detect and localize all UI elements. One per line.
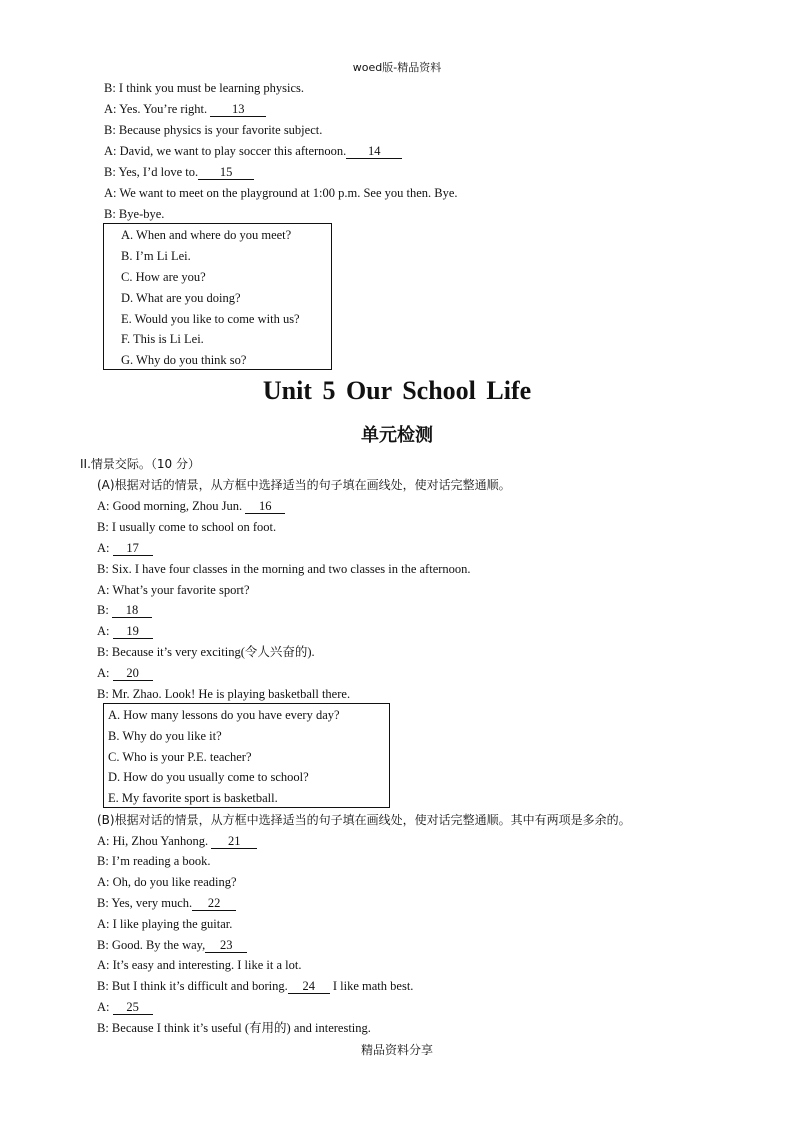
answer-blank[interactable]: 14 [346, 145, 402, 159]
dialog-line [104, 164, 254, 180]
line-text: B: [97, 603, 112, 617]
line-text: A: [97, 541, 113, 555]
option-item: G. Why do you think so? [121, 353, 247, 367]
answer-blank[interactable]: 23 [205, 939, 247, 953]
answer-blank[interactable]: 22 [192, 897, 236, 911]
dialog-line [97, 895, 236, 911]
answer-blank[interactable]: 15 [198, 166, 254, 180]
line-text: A: [97, 666, 113, 680]
part-a-options-box [103, 703, 390, 808]
option-item: E. My favorite sport is basketball. [108, 791, 278, 805]
dialog-line [97, 999, 153, 1015]
dialog-line [97, 916, 232, 932]
dialog-line [97, 582, 250, 598]
option-item: A. When and where do you meet? [121, 228, 292, 242]
answer-blank[interactable]: 13 [210, 103, 266, 117]
dialog-line [97, 602, 152, 618]
line-text: A: [97, 1000, 113, 1014]
line-text: B: Yes, I’d love to. [104, 165, 199, 179]
dialog-line [97, 978, 413, 994]
part-a-instruction: (A)根据对话的情景，从方框中选择适当的句子填在画线处，使对话完整通顺。 [97, 478, 511, 492]
line-text: A: David, we want to play soccer this afternoon. [104, 144, 347, 158]
line-text: B: I’m reading a book. [97, 854, 211, 868]
option-item: B. Why do you like it? [108, 729, 222, 743]
option-item: A. How many lessons do you have every day? [108, 708, 340, 722]
dialog-line [104, 185, 458, 201]
option-item: C. Who is your P.E. teacher? [108, 750, 252, 764]
dialog-line [104, 101, 266, 117]
option-item: D. How do you usually come to school? [108, 770, 309, 784]
answer-blank[interactable]: 24 [288, 980, 330, 994]
option-item: C. How are you? [121, 270, 206, 284]
dialog-line [97, 937, 247, 953]
line-text: B: Because it’s very exciting(令人兴奋的). [97, 645, 315, 659]
line-text: A: [97, 624, 113, 638]
dialog-line [97, 561, 471, 577]
line-text: B: Because I think it’s useful (有用的) and interesting. [97, 1021, 371, 1035]
section-heading: II.情景交际。（10 分） [80, 457, 200, 471]
dialog-line [104, 80, 304, 96]
option-item: D. What are you doing? [121, 291, 241, 305]
line-text: B: Mr. Zhao. Look! He is playing basketball there. [97, 687, 351, 701]
dialog-line [97, 519, 276, 535]
unit-subtitle: 单元检测 [361, 425, 433, 446]
line-text: B: I usually come to school on foot. [97, 520, 277, 534]
answer-blank[interactable]: 19 [113, 625, 153, 639]
answer-blank[interactable]: 18 [112, 604, 152, 618]
dialog-line [97, 686, 350, 702]
line-text: A: Oh, do you like reading? [97, 875, 237, 889]
line-text: B: Six. I have four classes in the morning and two classes in the afternoon. [97, 562, 471, 576]
option-item: F. This is Li Lei. [121, 332, 204, 346]
answer-blank[interactable]: 16 [245, 500, 285, 514]
answer-blank[interactable]: 20 [113, 667, 153, 681]
dialog-line [97, 498, 285, 514]
answer-blank[interactable]: 21 [211, 835, 257, 849]
top-options-box [103, 223, 332, 370]
option-item: B. I’m Li Lei. [121, 249, 191, 263]
dialog-line [104, 122, 322, 138]
line-text: B: Yes, very much. [97, 896, 193, 910]
part-b-instruction: (B)根据对话的情景，从方框中选择适当的句子填在画线处，使对话完整通顺。其中有两项是多余的。 [97, 813, 631, 827]
line-text: A: Hi, Zhou Yanhong. [97, 834, 212, 848]
line-text: B: Good. By the way, [97, 938, 206, 952]
line-text: B: But I think it’s difficult and boring. [97, 979, 288, 993]
dialog-line [104, 143, 402, 159]
dialog-line [97, 833, 257, 849]
line-text: A: Yes. You’re right. [104, 102, 211, 116]
option-item: E. Would you like to come with us? [121, 312, 300, 326]
page-footer: 精品资料分享 [360, 1043, 433, 1057]
dialog-line [97, 1020, 371, 1036]
line-text: I like math best. [329, 979, 414, 993]
unit-title: Unit 5 Our School Life [262, 376, 532, 405]
dialog-line [97, 623, 153, 639]
line-text: A: It’s easy and interesting. I like it a lot. [97, 958, 302, 972]
line-text: B: Bye-bye. [104, 207, 165, 221]
dialog-line [97, 874, 237, 890]
page-header: woed版-精品资料 [352, 61, 442, 74]
answer-blank[interactable]: 17 [113, 542, 153, 556]
dialog-line [97, 665, 153, 681]
dialog-line [97, 540, 153, 556]
line-text: A: I like playing the guitar. [97, 917, 233, 931]
dialog-line [97, 853, 211, 869]
line-text: A: We want to meet on the playground at 1:00 p.m. See you then. Bye. [104, 186, 458, 200]
line-text: A: What’s your favorite sport? [97, 583, 250, 597]
dialog-line [97, 644, 315, 660]
dialog-line [97, 957, 301, 973]
answer-blank[interactable]: 25 [113, 1001, 153, 1015]
line-text: A: Good morning, Zhou Jun. [97, 499, 246, 513]
line-text: B: I think you must be learning physics. [104, 81, 304, 95]
dialog-line [104, 206, 164, 222]
line-text: B: Because physics is your favorite subject. [104, 123, 323, 137]
